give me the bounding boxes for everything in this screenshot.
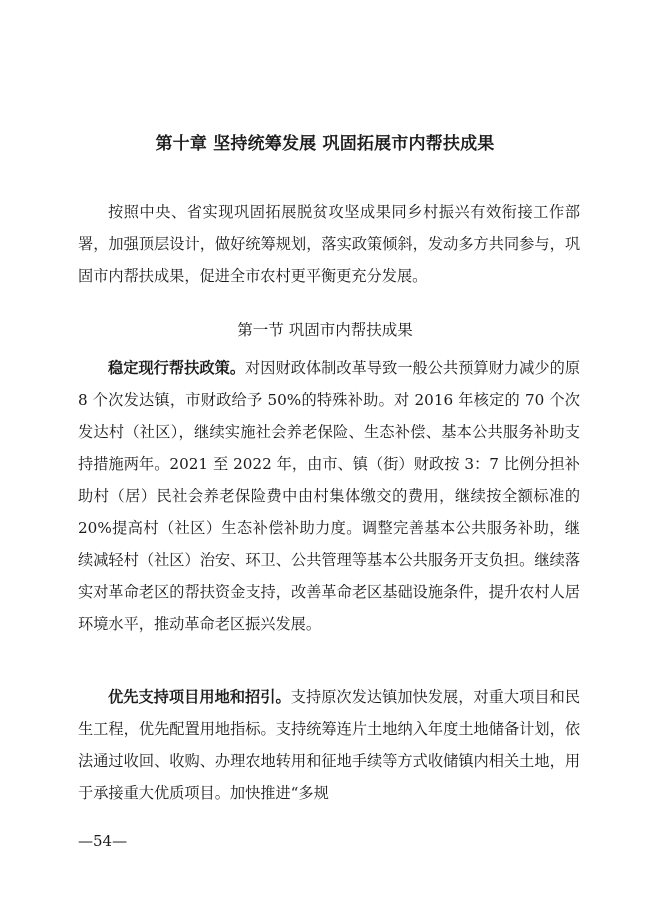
section-title: 第一节 巩固市内帮扶成果 xyxy=(237,321,413,339)
chapter-title: 第十章 坚持统筹发展 巩固拓展市内帮扶成果 xyxy=(155,134,495,154)
paragraph-land-support xyxy=(78,681,580,809)
page-number: —54— xyxy=(78,832,128,850)
paragraph-stabilize-policies xyxy=(78,352,580,640)
paragraph-lead: 稳定现行帮扶政策。 xyxy=(108,359,246,377)
paragraph-body: 对因财政体制改革导致一般公共预算财力减少的原 8 个次发达镇，市财政给予 50%的特殊补助。对 2016 年核定的 70 个次发达村（社区），继续实施社会养老保险、生态补偿、基本公共服务补助支持措施两年。2021 至 2022 年，由市、镇（街）财政按 3：7 比例分担补助村（居）民社会养老保险费中由村集体缴交的费用，继续按全额标准的 20%提高村（社区）生态补偿补助力度。调整完善基本公共服务补助，继续减轻村（社区）治安、环卫、公共管理等基本公共服务开支负担。继续落实对革命老区的帮扶资金支持，改善革命老区基础设施条件，提升农村人居环境水平，推动革命老区振兴发展。 xyxy=(78,359,581,633)
paragraph-lead: 优先支持项目用地和招引。 xyxy=(108,688,291,706)
intro-paragraph: 按照中央、省实现巩固拓展脱贫攻坚成果同乡村振兴有效衔接工作部署，加强顶层设计，做好统筹规划，落实政策倾斜，发动多方共同参与，巩固市内帮扶成果，促进全市农村更平衡更充分发展。 xyxy=(78,203,580,285)
paragraph-body: 支持原次发达镇加快发展，对重大项目和民生工程，优先配置用地指标。支持统筹连片土地纳入年度土地储备计划，依法通过收回、收购、办理农地转用和征地手续等方式收储镇内相关土地，用于承接重大优质项目。加快推进“多规 xyxy=(78,688,581,802)
